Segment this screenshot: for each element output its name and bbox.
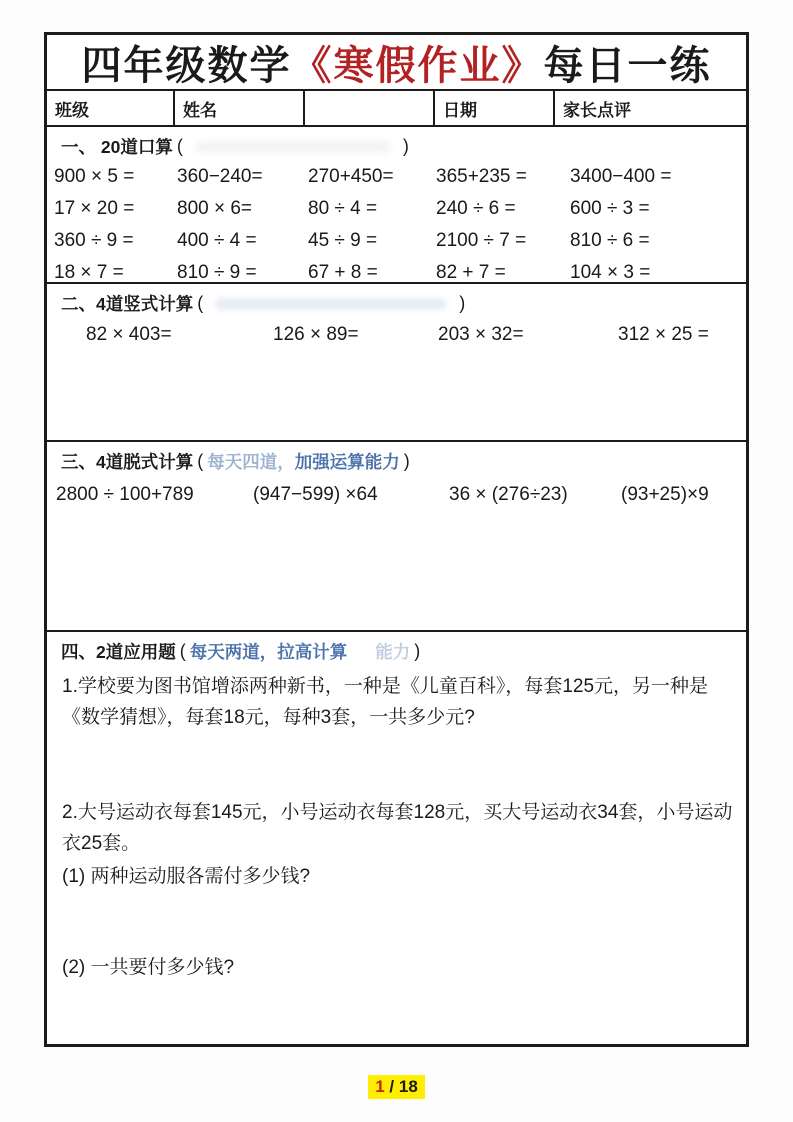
math-problem: 45 ÷ 9 = [308, 230, 378, 251]
math-problem: 82 × 403= [86, 324, 172, 345]
section-oral-calculation [47, 127, 746, 284]
word-problem-1: 1.学校要为图书馆增添两种新书，一种是《儿童百科》，每套125元，另一种是《数学猜想》，每套18元，每种3套，一共多少元? [62, 676, 709, 728]
math-problem: (93+25)×9 [621, 484, 709, 505]
math-problem: 203 × 32= [438, 324, 524, 345]
math-problem: 104 × 3 = [570, 262, 651, 283]
section-label: 三、4道脱式计算 [61, 452, 194, 472]
page-number-current: 1 [375, 1077, 385, 1096]
info-cell-date: 日期 [435, 91, 555, 125]
paren-close: ) [459, 293, 466, 313]
section-heading [47, 284, 746, 316]
title-text-left: 四年级数学 [81, 41, 292, 89]
word-problem-2: 2.大号运动衣每套145元，小号运动衣每套128元，买大号运动衣34套，小号运动衣25套。 [62, 802, 733, 854]
math-problem: 400 ÷ 4 = [177, 230, 257, 251]
math-problem: 810 ÷ 6 = [570, 230, 650, 251]
worksheet-title [47, 35, 746, 91]
section-heading [47, 632, 746, 664]
oral-problem-grid [47, 161, 746, 289]
section-heading [47, 127, 746, 159]
math-problem: 800 × 6= [177, 198, 253, 219]
info-cell-class: 班级 [47, 91, 175, 125]
math-problem: 810 ÷ 9 = [177, 262, 257, 283]
page-number-separator: / [384, 1077, 399, 1096]
section-step-calculation [47, 442, 746, 632]
math-problem: 17 × 20 = [54, 198, 135, 219]
page-number-highlight [368, 1075, 425, 1099]
word-problem-2-question-1: (1) 两种运动服各需付多少钱? [62, 866, 311, 887]
vertical-problem-row [47, 324, 746, 346]
info-header-row [47, 91, 746, 127]
section-label: 四、2道应用题 [61, 642, 176, 662]
section-word-problems [47, 632, 746, 1044]
paren-open: ( [176, 136, 183, 156]
math-problem: 18 × 7 = [54, 262, 124, 283]
title-text-right: 每日一练 [543, 41, 712, 89]
section-heading [47, 442, 746, 474]
math-problem: 360−240= [177, 166, 263, 187]
info-cell-parent-comment: 家长点评 [563, 100, 631, 120]
math-problem: 365+235 = [436, 166, 527, 187]
word-problem-2-question-2: (2) 一共要付多少钱? [62, 957, 235, 978]
math-problem: 3400−400 = [570, 166, 672, 187]
math-problem: (947−599) ×64 [253, 484, 378, 505]
section-label: 一、 20道口算 [61, 137, 173, 157]
math-problem: 67 + 8 = [308, 262, 378, 283]
section-note-faded: 每天四道， [207, 452, 295, 472]
page-indicator [0, 1077, 793, 1097]
paren-close: ) [402, 136, 409, 156]
step-problem-row [47, 484, 746, 506]
paren-open: ( [197, 293, 204, 313]
math-problem: 82 + 7 = [436, 262, 506, 283]
math-problem: 36 × (276÷23) [449, 484, 568, 505]
word-problems-body [47, 671, 746, 983]
math-problem: 270+450= [308, 166, 394, 187]
math-problem: 360 ÷ 9 = [54, 230, 134, 251]
section-vertical-calculation [47, 284, 746, 442]
erased-text-smudge [215, 298, 447, 310]
erased-note-area [207, 296, 455, 312]
erased-note-area [187, 139, 399, 155]
paren-close: ) [414, 641, 421, 661]
math-problem: 80 ÷ 4 = [308, 198, 378, 219]
math-problem: 126 × 89= [273, 324, 359, 345]
paren-open: ( [179, 641, 186, 661]
paren-open: ( [197, 451, 204, 471]
title-accent: 《寒假作业》 [291, 41, 544, 89]
math-problem: 600 ÷ 3 = [570, 198, 650, 219]
math-problem: 2100 ÷ 7 = [436, 230, 527, 251]
section-note: 加强运算能力 [294, 452, 400, 472]
page-number-total: 18 [398, 1077, 418, 1096]
math-problem: 240 ÷ 6 = [436, 198, 516, 219]
math-problem: 312 × 25 = [618, 324, 709, 345]
worksheet [44, 32, 749, 1047]
info-cell-blank [305, 91, 435, 125]
math-problem: 2800 ÷ 100+789 [56, 484, 194, 505]
section-note-faded: 能力 [375, 642, 411, 662]
paren-close: ) [403, 451, 410, 471]
section-note: 每天两道，拉高计算 [189, 642, 348, 662]
section-label: 二、4道竖式计算 [61, 294, 194, 314]
info-cell-name: 姓名 [175, 91, 305, 125]
math-problem: 900 × 5 = [54, 166, 135, 187]
erased-text-smudge [195, 141, 391, 153]
